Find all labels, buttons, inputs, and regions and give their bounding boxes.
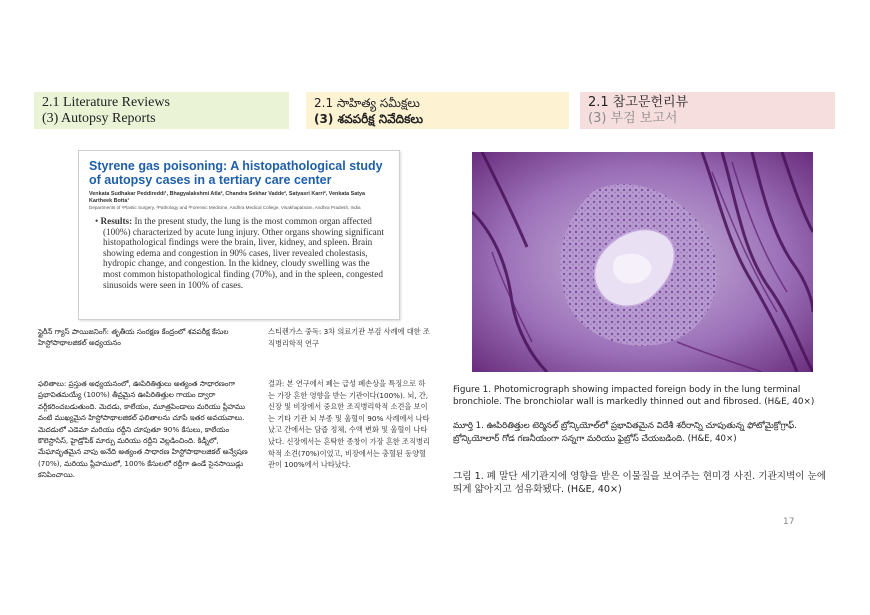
paper-results: • Results: In the present study, the lung is the most common organ affected (100%) characterized by acute lung injury. Other organs showing significant histopathological findings were the brain, liver, kidney, and spleen. Brain showing edema and congestion in 90% cases, liver revealed cholestasis, hydropic change, and congestion. In the kidney, cloudy swelling was the most common histopathological finding (70%), and in the spleen, congested sinusoids were seen in 100% of cases. xyxy=(95,216,384,290)
header-telugu xyxy=(306,92,569,129)
header-english-line2: (3) Autopsy Reports xyxy=(42,111,156,126)
figure-caption-telugu: మూర్తి 1. ఊపిరితిత్తుల టెర్మినల్ బ్రోన్కియోల్‌లో ప్రభావితమైన విదేశీ శరీరాన్ని చూపుతున్న ఫోటోమైక్రోగ్రాఫ్. బ్రోన్కియోలార్ గోడ గణనీయంగా సన్నగా మరియు ఫైబ్రోస్ చేయబడింది. (H&E, 40×) xyxy=(453,421,797,444)
photomicrograph-image xyxy=(472,152,813,372)
photomicrograph-svg xyxy=(472,152,813,372)
results-label: Results: xyxy=(100,216,133,226)
page-number: 17 xyxy=(783,517,795,527)
telugu-summary-title: స్టైరీన్ గ్యాస్ పాయిజనింగ్: తృతీయ సంరక్షణ కేంద్రంలో శవపరీక్ష కేసుల హిస్టోపాథాలజికల్ అధ్యయనం xyxy=(38,327,229,348)
results-text: In the present study, the lung is the most common organ affected (100%) characterized by acute lung injury. Other organs showing significant histopathological findings were the brain, liver, kidney, and spleen. Brain showing edema and congestion in 90% cases, liver revealed cholestasis, hydropic change, and congestion. In the kidney, cloudy swelling was the most common histopathological finding (70%), and in the spleen, congested sinusoids were seen in 100% of cases. xyxy=(103,216,384,290)
paper-title: Styrene gas poisoning: A histopathological study of autopsy cases in a tertiary care center xyxy=(89,159,383,187)
header-english-line1: 2.1 Literature Reviews xyxy=(42,95,170,110)
telugu-summary-text: ఫలితాలు: ప్రస్తుత అధ్యయనంలో, ఊపిరితిత్తులు అత్యంత సాధారణంగా ప్రభావితమయ్యే (100%) తీవ్రమైన ఊపిరితిత్తుల గాయం ద్వారా వర్గీకరించబడుతుంది. మెదడు, కాలేయం, మూత్రపిండాలు మరియు ప్లీహము వంటి ముఖ్యమైన హిస్టోపాథాలజికల్ ఫలితాలను చూపే ఇతర అవయవాలు. మెదడులో ఎడెమా మరియు రద్దీని చూపుతూ 90% కేసులు, కాలేయం కొలెస్టాసిస్, హైడ్రోపిక్ మార్పు మరియు రద్దీని వెల్లడించింది. కిడ్నీలో, మేఘావృతమైన వాపు అనేది అత్యంత సాధారణ హిస్టోపాథాలజికల్ అన్వేషణ (70%), మరియు ప్లీహములో, 100% కేసులలో రద్దీగా ఉండే సైనసాయిడ్లు కనిపించాయి. xyxy=(38,379,248,480)
paper-affiliation: Departments of ¹Plastic Surgery, ²Pathology and ³Forensic Medicine, Andhra Medical College, Visakhapatnam, Andhra Pradesh, India xyxy=(89,205,361,210)
header-english xyxy=(34,92,289,129)
korean-summary-text: 결과: 본 연구에서 폐는 급성 폐손상을 특징으로 하는 가장 흔한 영향을 받는 기관이다(100%). 뇌, 간, 신장 및 비장에서 중요한 조직병리학적 소견을 보이는 기타 기관 뇌 부종 및 울혈이 90% 사례에서 나타났고 간에서는 담즙 정체, 수액 변화 및 울혈이 나타났다. 신장에서는 흔탁한 종창이 가장 흔한 조직병리학적 소견(70%)이었고, 비장에서는 충혈된 동양혈관이 100%에서 나타났다. xyxy=(268,379,430,470)
figure-caption-english: Figure 1. Photomicrograph showing impacted foreign body in the lung terminal bronchiole. The bronchiolar wall is markedly thinned out and fibrosed. (H&E, 40×) xyxy=(453,385,815,407)
header-korean xyxy=(580,92,835,129)
paper-excerpt xyxy=(78,150,400,320)
figure-caption-korean: 그림 1. 폐 말단 세기관지에 영향을 받은 이물질을 보여주는 현미경 사진. 기관지벽이 눈에 띄게 얇아지고 섬유화됐다. (H&E, 40×) xyxy=(453,471,827,495)
header-telugu-line1: 2.1 సాహిత్య సమీక్షలు xyxy=(314,96,420,110)
header-korean-line2: (3) 부검 보고서 xyxy=(588,111,678,126)
korean-summary-title: 스티렌가스 중독: 3차 의료기관 부검 사례에 대한 조직병리학적 연구 xyxy=(268,327,430,348)
paper-authors: Venkata Sudhakar Peddireddi¹, Bhagyalakshmi Atla², Chandra Sekhar Vadde², Satyasri Karri², Venkata Satya Kartheek Botta¹ xyxy=(89,191,366,204)
header-telugu-line2: (3) శవపరీక్ష నివేదికలు xyxy=(314,112,424,126)
header-korean-line1: 2.1 참고문헌리뷰 xyxy=(588,95,689,110)
